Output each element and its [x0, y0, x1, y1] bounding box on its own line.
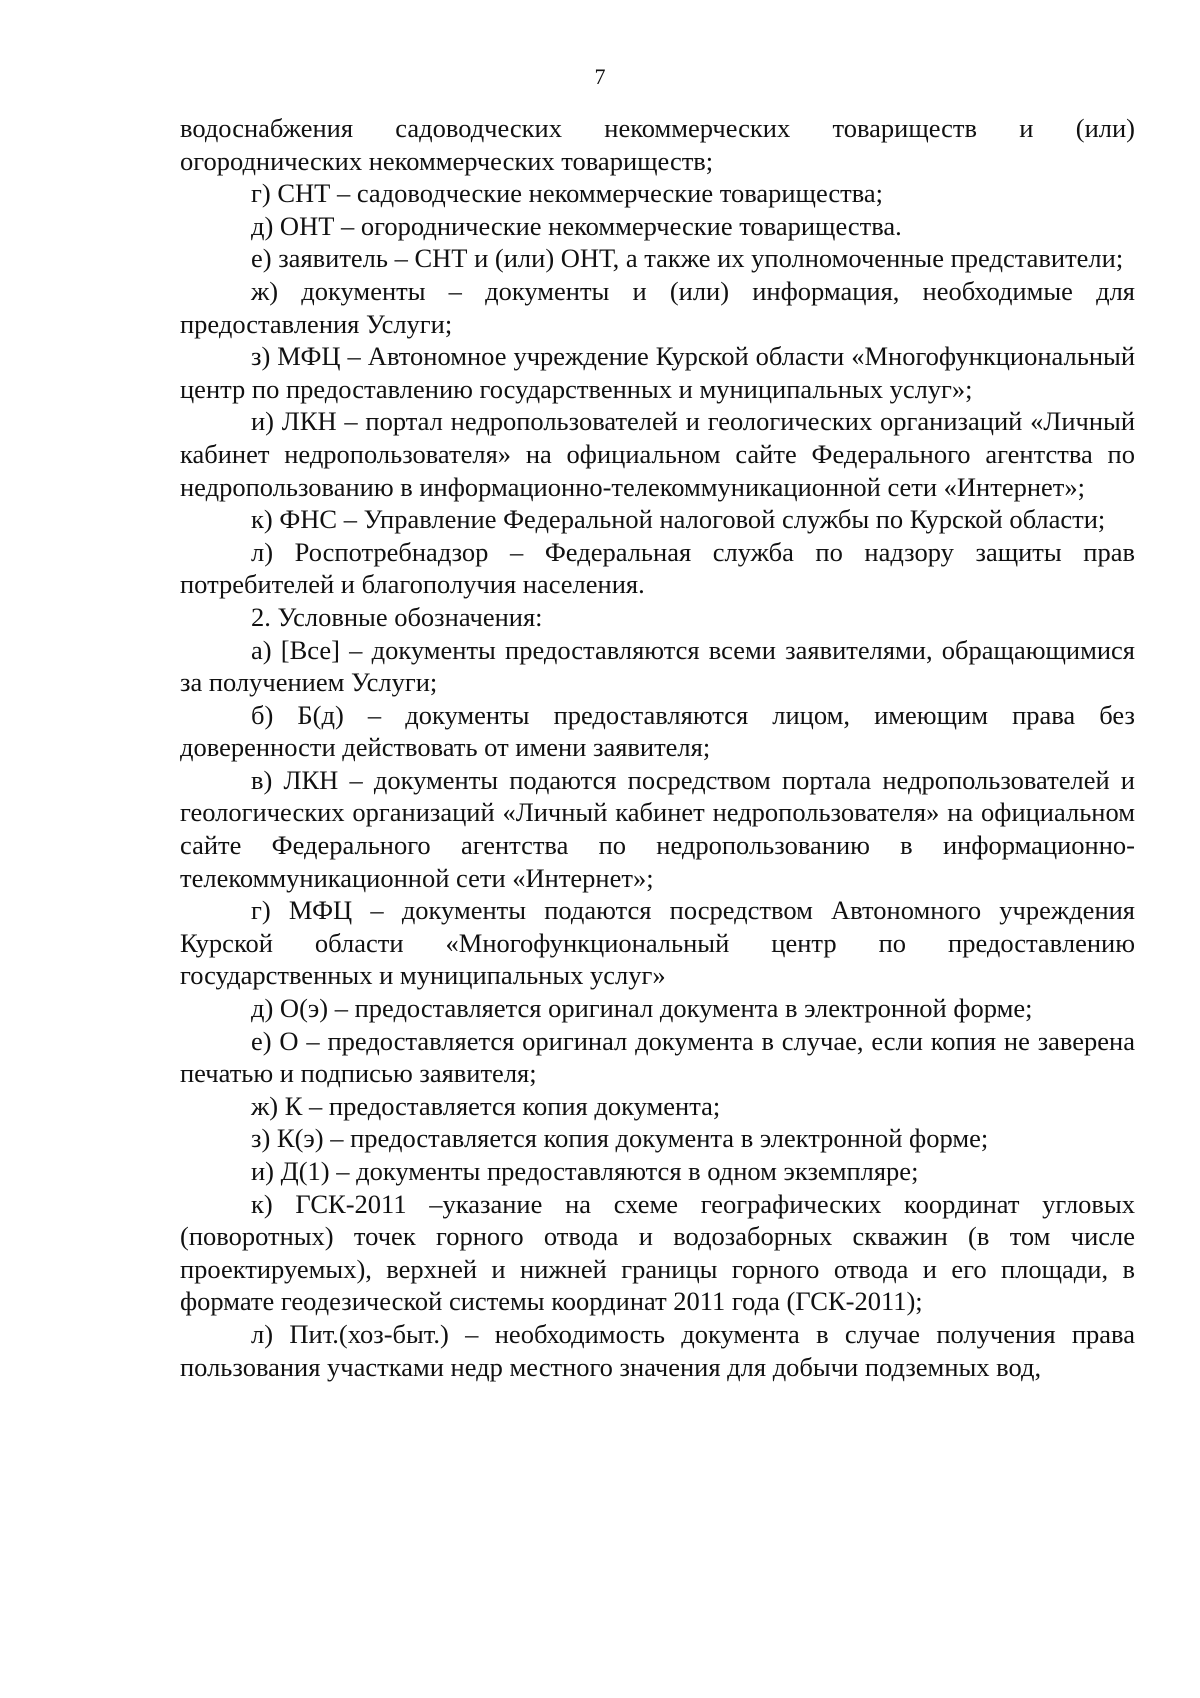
- definition-zh-documents: ж) документы – документы и (или) информация, необходимые для предоставления Услуги;: [180, 275, 1135, 339]
- definition-i-lkn: и) ЛКН – портал недропользователей и геологических организаций «Личный кабинет недропользователя» на официальном сайте Федерального агентства по недропользованию в информационно-телекоммуникационной сети «Интернет»;: [180, 406, 1135, 502]
- section-heading-symbols: 2. Условные обозначения:: [251, 601, 543, 632]
- symbol-a-all: а) [Все] – документы предоставляются всеми заявителями, обращающимися за получением Услуги;: [180, 634, 1135, 698]
- document-body: [180, 112, 1135, 1383]
- symbol-zh-copy: ж) К – предоставляется копия документа;: [251, 1090, 721, 1121]
- symbol-g-mfc: г) МФЦ – документы подаются посредством Автономного учреждения Курской области «Многофункциональный центр по предоставлению государственных и муниципальных услуг»: [180, 895, 1135, 991]
- definition-g-snt: г) СНТ – садоводческие некоммерческие товарищества;: [251, 178, 884, 209]
- symbol-b-bd: б) Б(д) – документы предоставляются лицом, имеющим права без доверенности действовать от имени заявителя;: [180, 699, 1135, 763]
- definition-k-fns: к) ФНС – Управление Федеральной налоговой службы по Курской области;: [251, 504, 1106, 535]
- symbol-z-copy-electronic: з) К(э) – предоставляется копия документа в электронной форме;: [251, 1123, 989, 1154]
- symbol-l-drinking-water: л) Пит.(хоз-быт.) – необходимость документа в случае получения права пользования участками недр местного значения для добычи подземных вод,: [180, 1318, 1135, 1382]
- symbol-k-gsk-2011: к) ГСК-2011 –указание на схеме географических координат угловых (поворотных) точек горного отвода и водозаборных скважин (в том числе проектируемых), верхней и нижней границы горного отвода и его площади, в формате геодезической системы координат 2011 года (ГСК-2011);: [180, 1188, 1135, 1317]
- symbol-i-single-copy: и) Д(1) – документы предоставляются в одном экземпляре;: [251, 1156, 919, 1186]
- definition-d-ont: д) ОНТ – огороднические некоммерческие товарищества.: [251, 210, 902, 241]
- page-number: 7: [594, 64, 606, 89]
- definition-e-applicant: е) заявитель – СНТ и (или) ОНТ, а также их уполномоченные представители;: [251, 243, 1124, 274]
- definition-z-mfc: з) МФЦ – Автономное учреждение Курской области «Многофункциональный центр по предоставлению государственных и муниципальных услуг»;: [180, 341, 1135, 404]
- symbol-e-original: е) О – предоставляется оригинал документа в случае, если копия не заверена печатью и подписью заявителя;: [180, 1025, 1135, 1089]
- symbol-d-original-electronic: д) О(э) – предоставляется оригинал документа в электронной форме;: [251, 993, 1033, 1024]
- paragraph-continuation: водоснабжения садоводческих некоммерческих товариществ и (или) огороднических некоммерческих товариществ;: [180, 113, 1135, 176]
- definition-l-rospotrebnadzor: л) Роспотребнадзор – Федеральная служба по надзору защиты прав потребителей и благополучия населения.: [180, 536, 1135, 600]
- symbol-v-lkn: в) ЛКН – документы подаются посредством портала недропользователей и геологических организаций «Личный кабинет недропользователя» на официальном сайте Федерального агентства по недропользованию в информационно-телекоммуникационной сети «Интернет»;: [180, 764, 1135, 893]
